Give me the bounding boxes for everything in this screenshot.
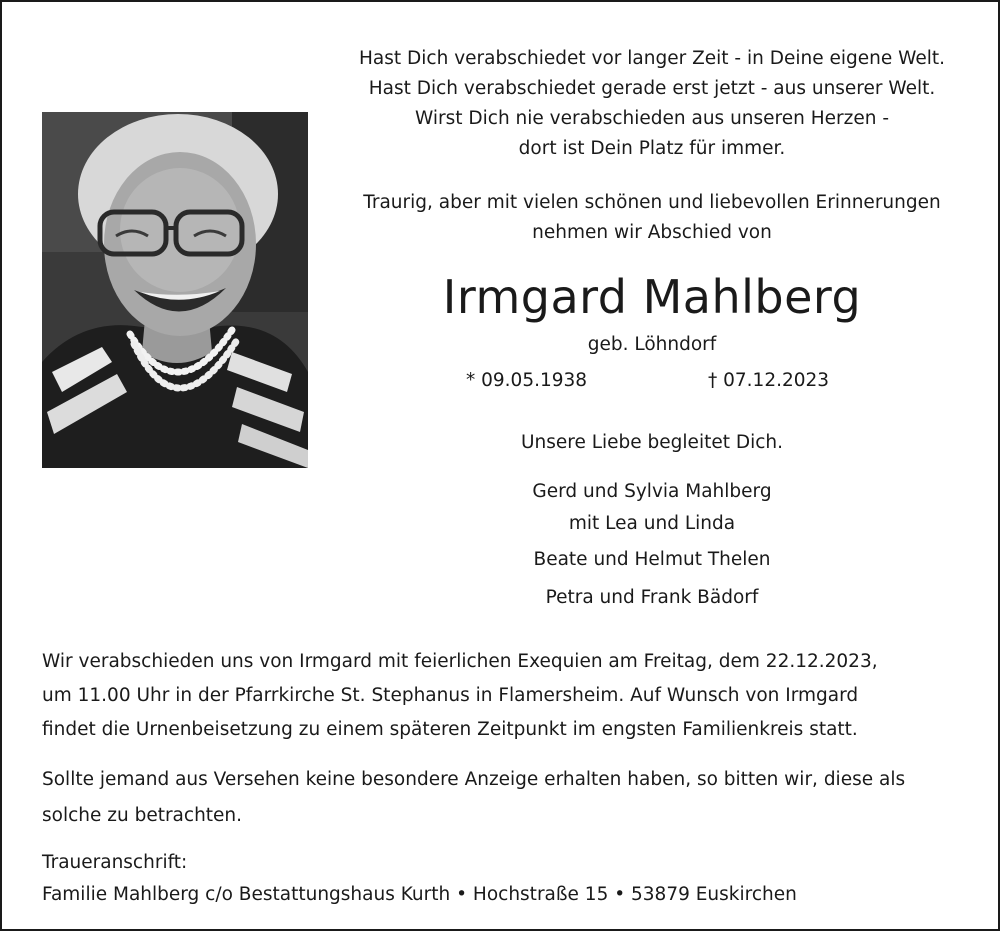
notice-line: Sollte jemand aus Versehen keine besondere Anzeige erhalten haben, so bitten wir, diese als	[42, 769, 906, 790]
notice-text	[42, 762, 972, 834]
poem	[332, 44, 972, 164]
farewell-intro	[332, 188, 972, 248]
birth-date: * 09.05.1938	[466, 370, 588, 391]
address-label: Traueranschrift:	[42, 852, 188, 873]
motto: Unsere Liebe begleitet Dich.	[520, 432, 784, 453]
service-info	[42, 645, 972, 747]
mourner: mit Lea und Linda	[568, 513, 736, 534]
death-date: † 07.12.2023	[708, 370, 830, 391]
maiden-name: geb. Löhndorf	[587, 334, 717, 355]
service-line: findet die Urnenbeisetzung zu einem späteren Zeitpunkt im engsten Familienkreis statt.	[42, 719, 858, 740]
portrait-image	[42, 112, 308, 468]
poem-line: Hast Dich verabschiedet vor langer Zeit - in Deine eigene Welt.	[359, 48, 945, 69]
poem-line: Wirst Dich nie verabschieden aus unseren Herzen -	[414, 108, 889, 129]
poem-line: dort ist Dein Platz für immer.	[518, 138, 786, 159]
service-line: um 11.00 Uhr in der Pfarrkirche St. Stephanus in Flamersheim. Auf Wunsch von Irmgard	[42, 685, 859, 706]
mourner: Beate und Helmut Thelen	[533, 549, 771, 570]
mourner: Gerd und Sylvia Mahlberg	[532, 481, 772, 502]
portrait-photo	[42, 112, 308, 468]
mourning-address: Familie Mahlberg c/o Bestattungshaus Kurth • Hochstraße 15 • 53879 Euskirchen	[42, 884, 797, 905]
notice-line: solche zu betrachten.	[42, 805, 243, 826]
poem-line: Hast Dich verabschiedet gerade erst jetzt - aus unserer Welt.	[368, 78, 936, 99]
service-line: Wir verabschieden uns von Irmgard mit feierlichen Exequien am Freitag, dem 22.12.2023,	[42, 651, 878, 672]
mourner: Petra und Frank Bädorf	[545, 587, 759, 608]
intro-line: nehmen wir Abschied von	[532, 222, 772, 243]
intro-line: Traurig, aber mit vielen schönen und liebevollen Erinnerungen	[363, 192, 941, 213]
mourners-list	[332, 476, 972, 614]
deceased-name: Irmgard Mahlberg	[442, 270, 862, 324]
